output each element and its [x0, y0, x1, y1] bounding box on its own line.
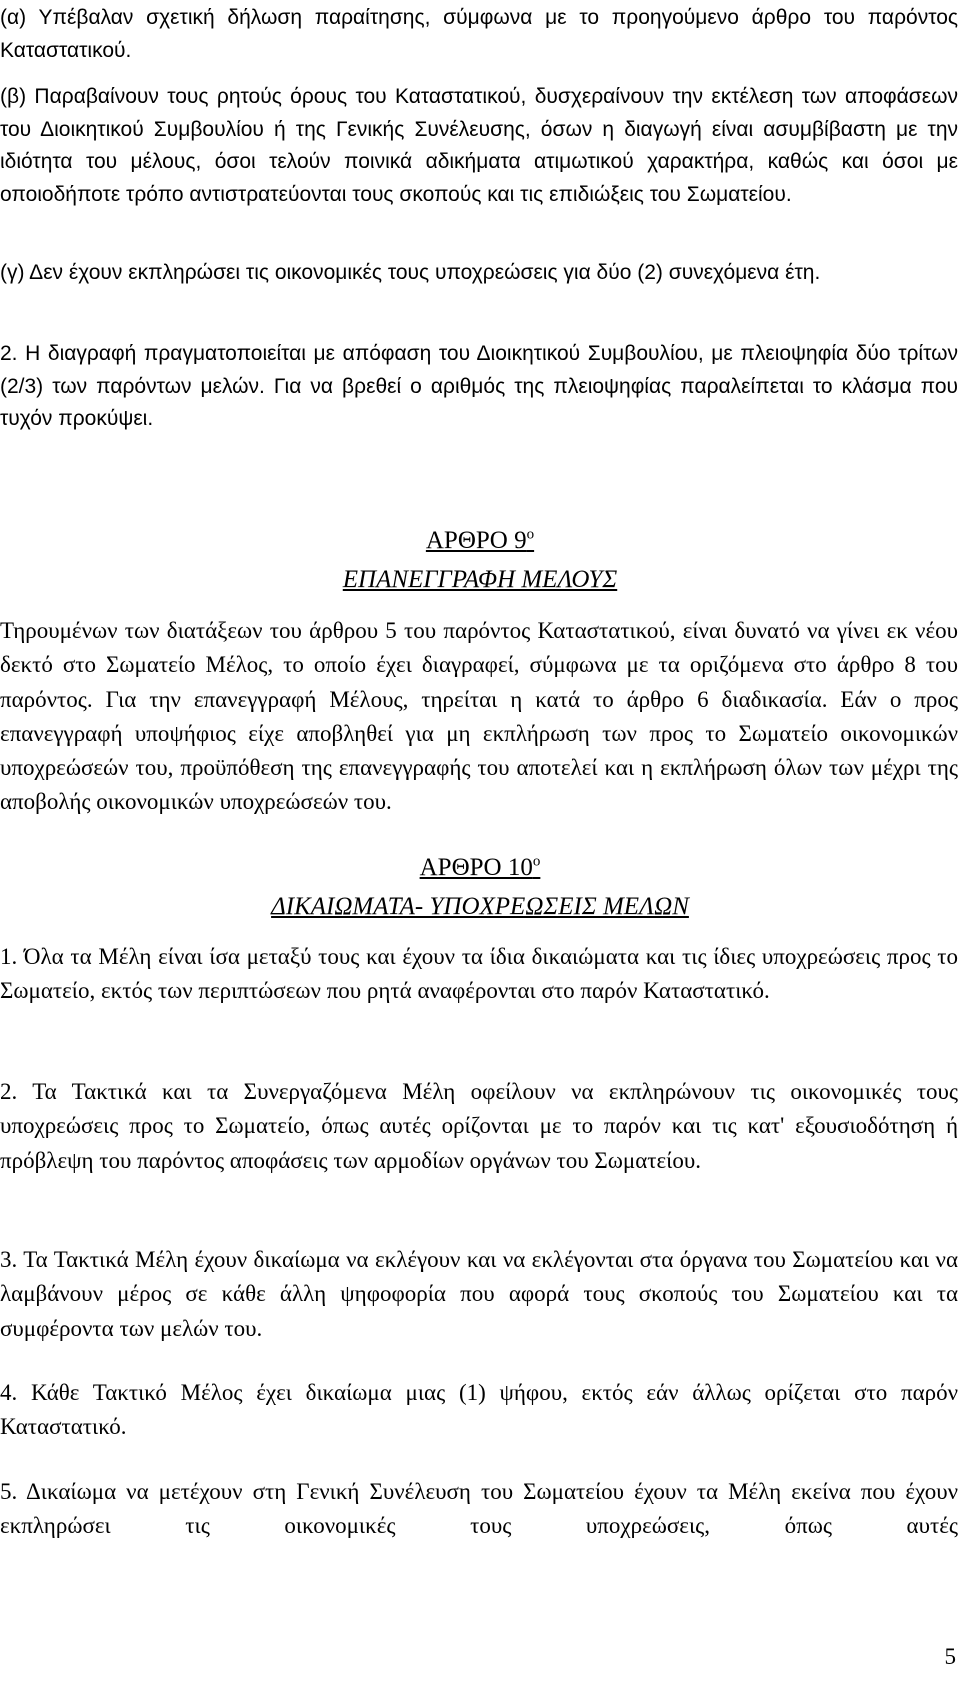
- article-10-item-4: 4. Κάθε Τακτικό Μέλος έχει δικαίωμα μιας (1) ψήφου, εκτός εάν άλλως ορίζεται στο παρόν Καταστατικό.: [0, 1380, 958, 1440]
- article-10-title-text: ΑΡΘΡΟ 10: [419, 854, 533, 881]
- article-10-subtitle: ΔΙΚΑΙΩΜΑΤΑ- ΥΠΟΧΡΕΩΣΕΙΣ ΜΕΛΩΝ: [271, 893, 689, 920]
- article-9-title: [0, 526, 960, 556]
- article-10-item-2: 2. Τα Τακτικά και τα Συνεργαζόμενα Μέλη οφείλουν να εκπληρώνουν τις οικονομικές τους υποχρεώσεις προς το Σωματείο, όπως αυτές ορίζονται με το παρόν και τις κατ' εξουσιοδότηση ή πρόβλεψη του παρόντος αποφάσεις των αρμοδίων οργάνων του Σωματείου.: [0, 1079, 958, 1173]
- article-10-item-1: 1. Όλα τα Μέλη είναι ίσα μεταξύ τους και έχουν τα ίδια δικαιώματα και τις ίδιες υποχρεώσεις προς το Σωματείο, εκτός των περιπτώσεων που ρητά αναφέρονται στο παρόν Καταστατικό.: [0, 944, 958, 1004]
- page-number: 5: [944, 1644, 956, 1669]
- article-9-subtitle: ΕΠΑΝΕΓΓΡΑΦΗ ΜΕΛΟΥΣ: [342, 566, 618, 593]
- article-10-title-superscript: ο: [532, 853, 541, 870]
- article-9-title-text: ΑΡΘΡΟ 9: [425, 527, 527, 554]
- section-a-paragraph: (α) Υπέβαλαν σχετική δήλωση παραίτησης, σύμφωνα με το προηγούμενο άρθρο του παρόντος Καταστατικού.: [0, 6, 958, 62]
- article-9-body: Τηρουμένων των διατάξεων του άρθρου 5 του παρόντος Καταστατικού, είναι δυνατό να γίνει εκ νέου δεκτό στο Σωματείο Μέλος, το οποίο έχει διαγραφεί, σύμφωνα με τα οριζόμενα στο άρθρο 8 του παρόντος. Για την επανεγγραφή Μέλους, τηρείται η κατά το άρθρο 6 διαδικασία. Εάν ο προς επανεγγραφή υποψήφιος είχε αποβληθεί για μη εκπλήρωση των προς το Σωματείο οικονομικών υποχρεώσεών του, προϋπόθεση της επανεγγραφής του αποτελεί και η εκπλήρωση όλων των μέχρι της αποβολής οικονομικών υποχρεώσεών του.: [0, 618, 958, 815]
- section-b-paragraph: (β) Παραβαίνουν τους ρητούς όρους του Καταστατικού, δυσχεραίνουν την εκτέλεση των αποφάσεων του Διοικητικού Συμβουλίου ή της Γενικής Συνέλευσης, όσων η διαγωγή είναι ασυμβίβαστη με την ιδιότητα του μέλους, όσοι τελούν ποινικά αδικήματα ατιμωτικού χαρακτήρα, καθώς και όσοι με οποιοδήποτε τρόπο αντιστρατεύονται τους σκοπούς και τις επιδιώξεις του Σωματείου.: [0, 85, 958, 206]
- section-2-paragraph: 2. Η διαγραφή πραγματοποιείται με απόφαση του Διοικητικού Συμβουλίου, με πλειοψηφία δύο τρίτων (2/3) των παρόντων μελών. Για να βρεθεί ο αριθμός της πλειοψηφίας παραλείπεται το κλάσμα που τυχόν προκύψει.: [0, 342, 958, 430]
- section-c-paragraph: (γ) Δεν έχουν εκπληρώσει τις οικονομικές τους υποχρεώσεις για δύο (2) συνεχόμενα έτη.: [0, 261, 821, 284]
- article-10-item-5: 5. Δικαίωμα να μετέχουν στη Γενική Συνέλευση του Σωματείου έχουν τα Μέλη εκείνα που έχουν εκπληρώσει τις οικονομικές τους υποχρεώσεις, όπως αυτές: [0, 1479, 958, 1539]
- article-10-item-3: 3. Τα Τακτικά Μέλη έχουν δικαίωμα να εκλέγουν και να εκλέγονται στα όργανα του Σωματείου και να λαμβάνουν μέρος σε κάθε άλλη ψηφοφορία που αφορά τους σκοπούς του Σωματείου και τα συμφέροντα των μελών του.: [0, 1247, 958, 1341]
- article-10-title: [0, 853, 960, 883]
- article-9-title-superscript: ο: [526, 526, 535, 543]
